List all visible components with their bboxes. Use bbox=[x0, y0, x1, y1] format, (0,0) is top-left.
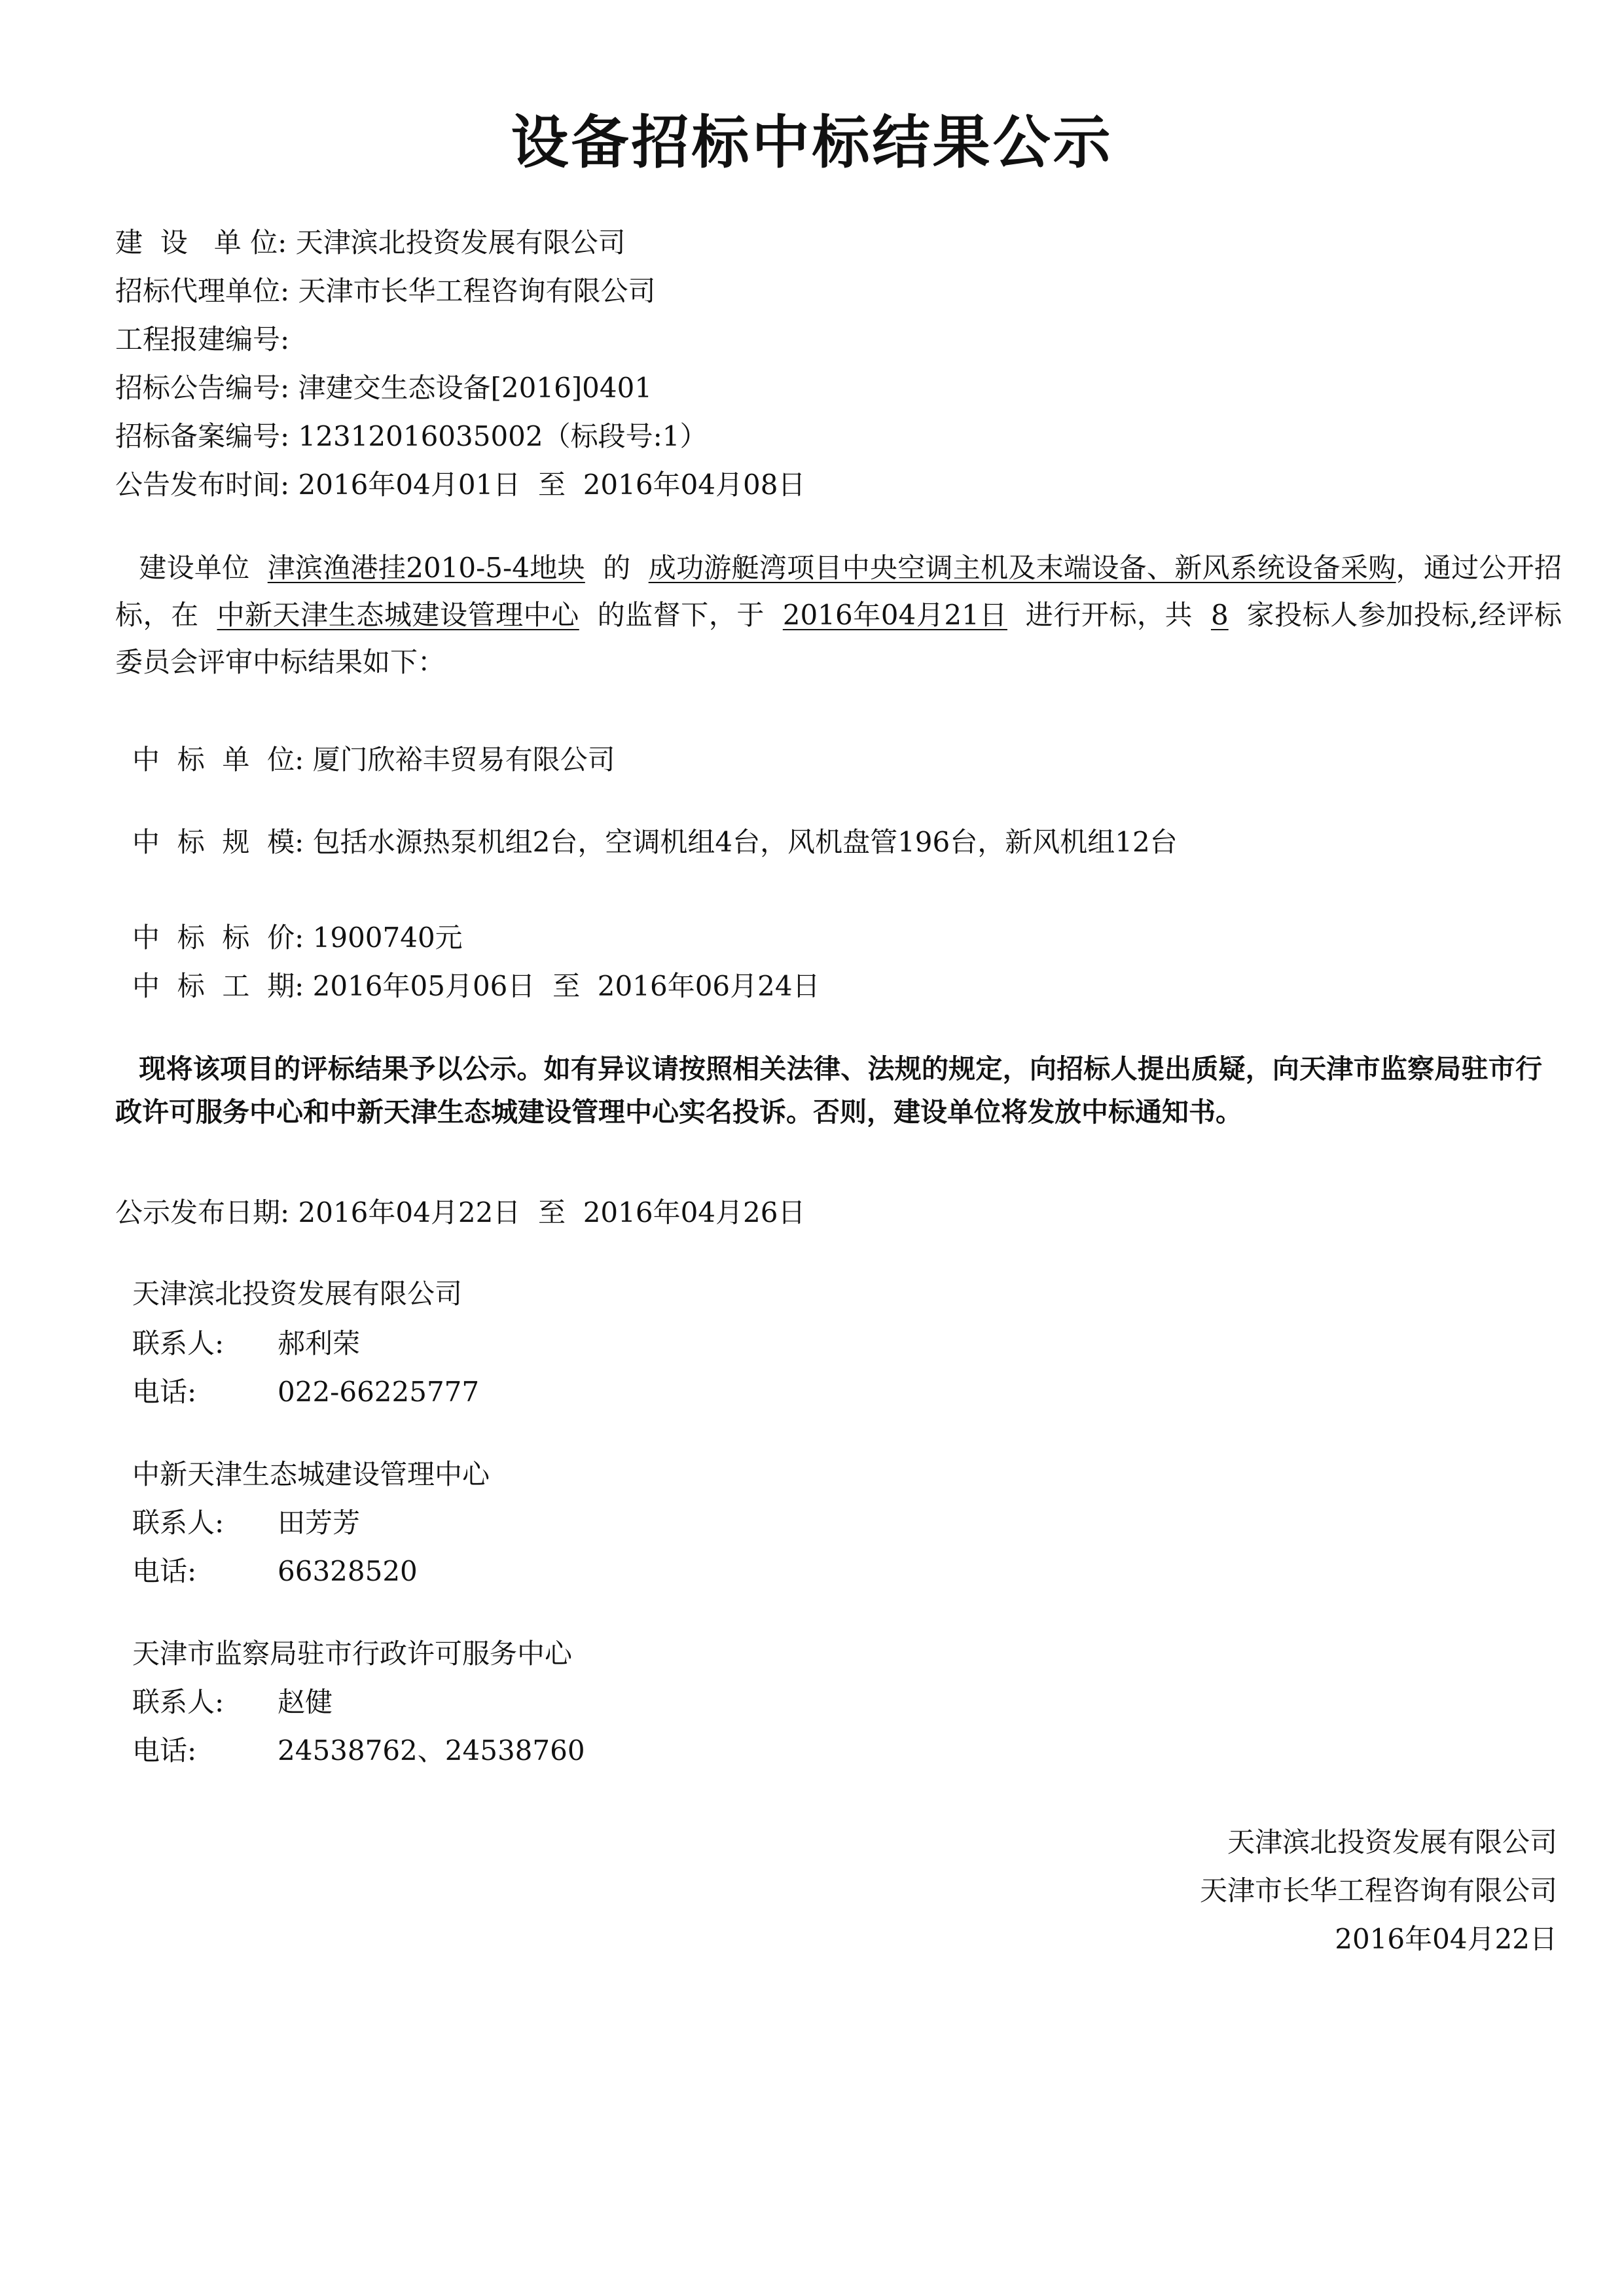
agent-value: 天津市长华工程咨询有限公司 bbox=[298, 275, 656, 307]
intro-open-date: 2016年04月21日 bbox=[782, 599, 1007, 631]
signature-date: 2016年04月22日 bbox=[1335, 1923, 1557, 1955]
contact-phone-row-2 bbox=[132, 1555, 418, 1587]
publish-time-value: 2016年04月01日 至 2016年04月08日 bbox=[298, 469, 806, 501]
builder-row bbox=[115, 226, 626, 259]
objection-notice-text: 现将该项目的评标结果予以公示。如有异议请按照相关法律、法规的规定，向招标人提出质疑，向天津市监察局驻市行政许可服务中心和中新天津生态城建设管理中心实名投诉。否则，建设单位将发放中标通知书。 bbox=[115, 1053, 1542, 1128]
notice-no-label: 招标公告编号: bbox=[115, 372, 290, 404]
contact-person-row-1 bbox=[132, 1327, 361, 1359]
intro-text-6: 家投标人参加投标,经评标委员会评审中标结果如下： bbox=[115, 599, 1562, 678]
period-row bbox=[132, 970, 820, 1002]
contact-person: 郝利荣 bbox=[278, 1327, 361, 1359]
intro-text-2: 的 bbox=[603, 552, 631, 584]
intro-bidders: 8 bbox=[1210, 599, 1229, 631]
intro-supervisor: 中新天津生态城建设管理中心 bbox=[217, 599, 579, 631]
contact-phone-label: 电话: bbox=[132, 1376, 197, 1408]
signature-org-2: 天津市长华工程咨询有限公司 bbox=[1199, 1874, 1557, 1907]
agent-row bbox=[115, 275, 656, 307]
contact-org-2: 中新天津生态城建设管理中心 bbox=[132, 1458, 490, 1490]
winner-label: 中 标 单 位: bbox=[132, 744, 304, 776]
publicity-value: 2016年04月22日 至 2016年04月26日 bbox=[298, 1196, 806, 1229]
builder-value: 天津滨北投资发展有限公司 bbox=[295, 226, 626, 259]
contact-phone: 022-66225777 bbox=[278, 1376, 480, 1408]
contact-phone-row-3 bbox=[132, 1734, 585, 1767]
intro-project: 成功游艇湾项目中央空调主机及末端设备、新风系统设备采购 bbox=[648, 552, 1396, 584]
record-no-row bbox=[115, 420, 708, 452]
report-no-label: 工程报建编号: bbox=[115, 323, 290, 355]
contact-phone-label: 电话: bbox=[132, 1734, 197, 1767]
price-label: 中 标 标 价: bbox=[132, 922, 304, 954]
notice-no-row bbox=[115, 374, 652, 402]
intro-text-3: ，通过公开招标，在 bbox=[115, 552, 1562, 631]
record-no-value: 12312016035002（标段号:1） bbox=[298, 420, 708, 452]
scale-row bbox=[132, 826, 1178, 858]
price-row bbox=[132, 924, 463, 952]
price-value: 1900740元 bbox=[312, 922, 463, 954]
intro-text-1: 建设单位 bbox=[139, 552, 250, 584]
notice-no-value: 津建交生态设备[2016]0401 bbox=[298, 372, 653, 404]
intro-text-5: 进行开标，共 bbox=[1025, 599, 1193, 631]
objection-notice bbox=[115, 1047, 1542, 1134]
agent-label: 招标代理单位: bbox=[115, 275, 290, 307]
page-title: 设备招标中标结果公示 bbox=[511, 109, 1113, 176]
signature-org-1: 天津滨北投资发展有限公司 bbox=[1227, 1826, 1557, 1858]
contact-person: 赵健 bbox=[278, 1686, 333, 1718]
contact-person-label: 联系人: bbox=[132, 1327, 225, 1359]
publish-time-row bbox=[115, 471, 805, 499]
winner-value: 厦门欣裕丰贸易有限公司 bbox=[312, 744, 615, 776]
contact-org-3: 天津市监察局驻市行政许可服务中心 bbox=[132, 1638, 573, 1670]
record-no-label: 招标备案编号: bbox=[115, 420, 290, 452]
publicity-label: 公示发布日期: bbox=[115, 1196, 290, 1229]
scale-value: 包括水源热泵机组2台，空调机组4台，风机盘管196台，新风机组12台 bbox=[312, 826, 1178, 858]
intro-text-4: 的监督下，于 bbox=[597, 599, 765, 631]
contact-person-row-3 bbox=[132, 1686, 333, 1718]
contact-person: 田芳芳 bbox=[278, 1507, 361, 1539]
scale-label: 中 标 规 模: bbox=[132, 826, 304, 858]
contact-phone: 24538762、24538760 bbox=[278, 1734, 585, 1767]
period-label: 中 标 工 期: bbox=[132, 970, 304, 1002]
contact-org-1: 天津滨北投资发展有限公司 bbox=[132, 1278, 463, 1310]
period-value: 2016年05月06日 至 2016年06月24日 bbox=[312, 970, 820, 1002]
report-no-row bbox=[115, 323, 290, 355]
contact-person-label: 联系人: bbox=[132, 1686, 225, 1718]
contact-person-label: 联系人: bbox=[132, 1507, 225, 1539]
winner-row bbox=[132, 746, 615, 774]
contact-phone-row-1 bbox=[132, 1378, 479, 1406]
contact-phone: 66328520 bbox=[278, 1555, 418, 1587]
intro-site: 津滨渔港挂2010-5-4地块 bbox=[267, 552, 585, 584]
publish-time-label: 公告发布时间: bbox=[115, 469, 290, 501]
publicity-row bbox=[115, 1196, 806, 1229]
contact-phone-label: 电话: bbox=[132, 1555, 197, 1587]
builder-label: 建 设 单 位: bbox=[115, 226, 287, 259]
intro-paragraph bbox=[115, 545, 1562, 686]
contact-person-row-2 bbox=[132, 1509, 360, 1537]
